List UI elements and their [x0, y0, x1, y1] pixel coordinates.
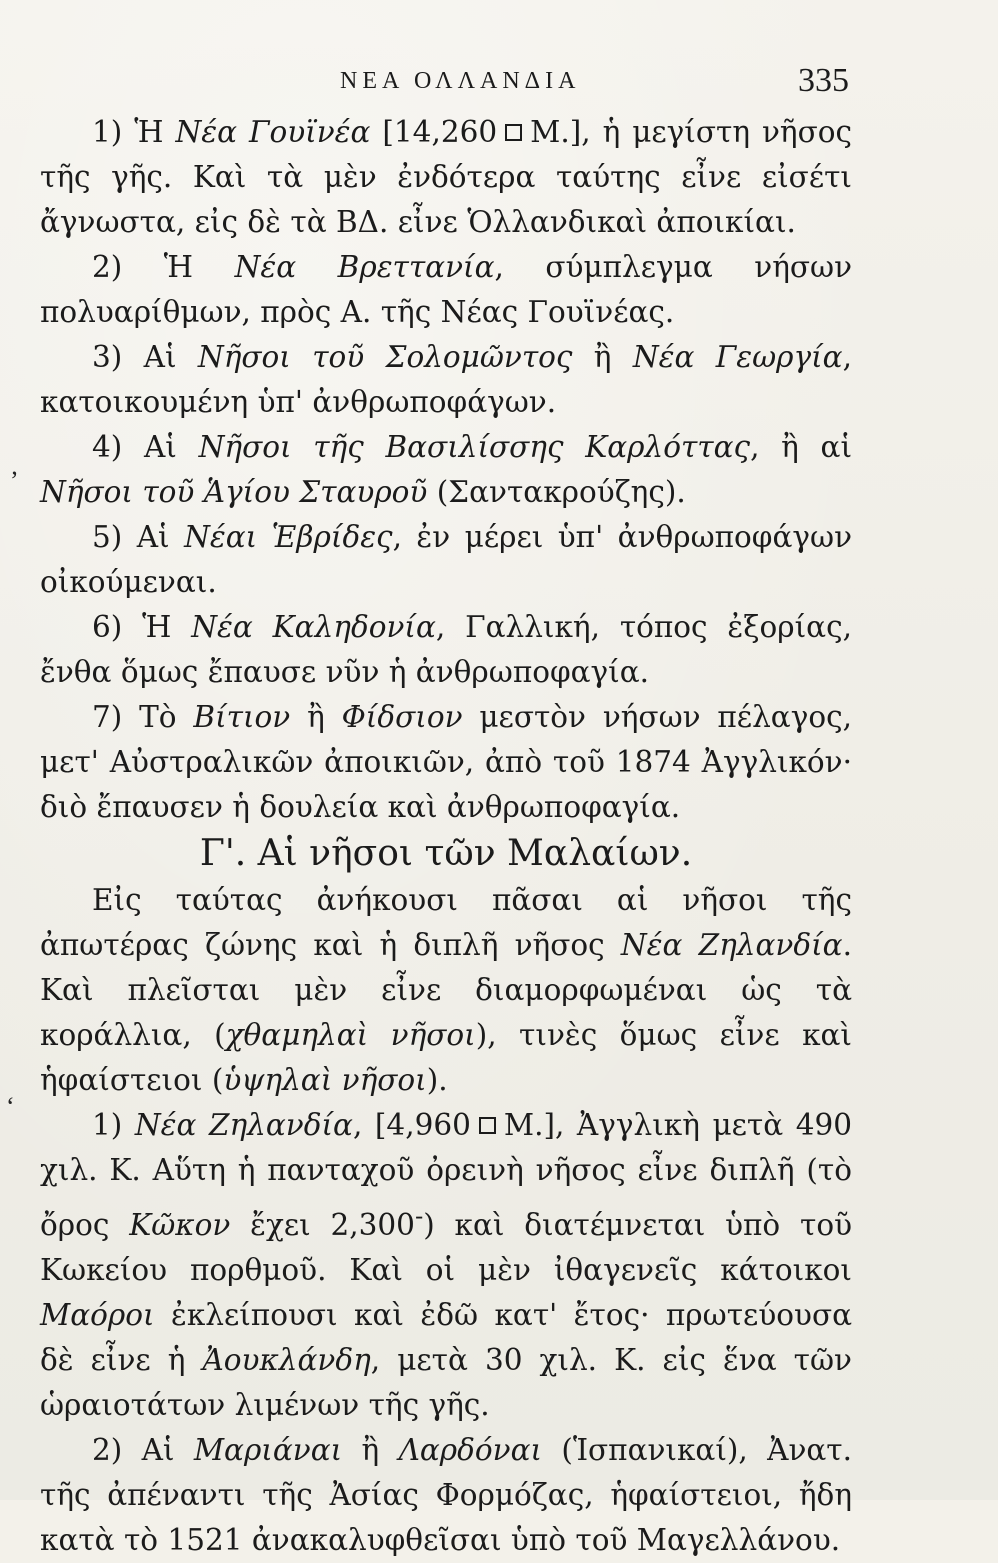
list-item	[40, 245, 852, 335]
area-unit: Μ.]	[503, 1108, 555, 1142]
item-text: ἔχει 2,300	[230, 1207, 415, 1242]
section-heading: Γ'. Αἱ νῆσοι τῶν Μαλαίων.	[199, 833, 693, 874]
item-text: ἐκλείπουσι καὶ ἐδῶ κατ' ἔτος· πρωτεύουσα δὲ εἶνε ἡ	[40, 1297, 852, 1377]
item-number: 7) Τὸ	[92, 700, 194, 734]
square-symbol-icon	[505, 124, 522, 141]
item-text: ἢ	[342, 1432, 399, 1467]
list-item	[40, 110, 852, 245]
place-name: Νέαι Ἑβρίδες	[184, 520, 393, 554]
list-item	[40, 1103, 852, 1428]
place-name: Νῆσοι τῆς Βασιλίσσης Καρλόττας	[198, 430, 751, 464]
item-number: 2) Ἡ	[92, 250, 235, 284]
intro-text: . Καὶ πλεῖσται μὲν εἶνε διαμορφωμέναι ὡς τὰ κοράλλια, (	[40, 928, 852, 1052]
item-number: 1)	[92, 1108, 135, 1142]
footnote-mark: -	[414, 1201, 424, 1230]
item-text: ) καὶ διατέμνεται ὑπὸ τοῦ Κωκείου πορθμοῦ. Καὶ οἱ μὲν ἰθαγενεῖς κάτοικοι	[40, 1207, 853, 1287]
place-name: Νέα Ζηλανδία	[620, 928, 843, 962]
term-italic: χθαμηλαὶ νῆσοι	[225, 1018, 476, 1052]
place-name: Νέα Καληδονία	[191, 610, 436, 644]
term-italic: ὑψηλαὶ νῆσοι	[223, 1063, 427, 1097]
item-number: 4) Αἱ	[92, 430, 199, 464]
item-text: , Γαλλική, τόπος ἐξορίας, ἔνθα ὅμως ἔπαυσε νῦν ἡ ἀνθρωποφαγία.	[40, 610, 852, 689]
page-header	[40, 62, 860, 108]
place-name: Κῶκον	[129, 1207, 231, 1242]
intro-text: Εἰς ταύτας ἀνήκουσι πᾶσαι αἱ νῆσοι τῆς ἀπωτέρας ζώνης καὶ ἡ διπλῆ νῆσος	[40, 883, 852, 962]
item-number: 1) Ἡ	[92, 115, 176, 149]
item-number: 2) Αἱ	[92, 1432, 194, 1467]
square-symbol-icon	[479, 1117, 496, 1134]
item-text: (Σαντακρούζης).	[427, 475, 686, 509]
item-number: 5) Αἱ	[92, 520, 185, 554]
area-value: , [4,960	[352, 1108, 471, 1142]
place-name: Νέα Βρεττανία	[234, 250, 495, 284]
intro-text: ).	[426, 1063, 448, 1097]
list-item	[40, 335, 852, 425]
item-text: , ἡ μεγίστη νῆσος τῆς γῆς. Καὶ τὰ μὲν ἐνδότερα ταύτης εἶνε εἰσέτι ἄγνωστα, εἰς δὲ τὰ ΒΔ. εἶνε Ὁλλανδικαὶ ἀποικίαι.	[40, 115, 852, 239]
area-value: [14,260	[370, 115, 498, 149]
item-number: 6) Ἡ	[92, 610, 192, 644]
running-title: ΝΕΑ ΟΛΛΑΝΔΙΑ	[340, 68, 581, 94]
margin-mark: ʼ	[10, 466, 19, 495]
item-text: ἢ	[290, 700, 342, 734]
section-intro	[40, 878, 852, 1103]
list-item	[40, 1428, 852, 1563]
place-name: Νέα Ζηλανδία	[134, 1108, 353, 1142]
item-text: ἢ	[572, 340, 633, 374]
item-text: (Ἱσπανικαί), Ἀνατ. τῆς ἀπέναντι τῆς Ἀσίας Φορμόζας, ἡφαίστειοι, ἤδη κατὰ τὸ 1521 ἀνακαλυφθεῖσαι ὑπὸ τοῦ Μαγελλάνου.	[40, 1432, 852, 1557]
place-name: Νῆσοι τοῦ Ἁγίου Σταυροῦ	[40, 475, 428, 509]
page-body	[40, 110, 852, 1563]
place-name: Φίδσιον	[341, 700, 463, 734]
place-name: Ἀουκλάνδη	[202, 1342, 371, 1377]
item-text: , ἐν μέρει ὑπ' ἀνθρωποφάγων οἰκούμεναι.	[40, 520, 853, 599]
list-item	[40, 605, 852, 695]
place-name: Βίτιον	[193, 700, 291, 734]
intro-text: ), τινὲς ὅμως εἶνε καὶ ἡφαίστειοι (	[40, 1018, 852, 1097]
item-text: , σύμπλεγμα νήσων πολυαρίθμων, πρὸς Α. τῆς Νέας Γουϊνέας.	[40, 250, 852, 329]
area-unit: Μ.]	[530, 115, 582, 149]
list-item	[40, 695, 852, 830]
place-name: Νέα Γουϊνέα	[175, 115, 371, 149]
page-number: 335	[798, 62, 849, 99]
list-item	[40, 425, 852, 515]
people-name: Μαόροι	[40, 1297, 155, 1332]
item-text: , μετὰ 30 χιλ. Κ. εἰς ἕνα τῶν ὡραιοτάτων λιμένων τῆς γῆς.	[40, 1342, 852, 1422]
item-text: , κατοικουμένη ὑπ' ἀνθρωποφάγων.	[40, 340, 852, 419]
margin-mark: ʻ	[6, 1092, 15, 1121]
place-name: Λαρδόναι	[398, 1432, 543, 1467]
place-name: Νέα Γεωργία	[632, 340, 843, 374]
item-text: μεστὸν νήσων πέλαγος, μετ' Αὐστραλικῶν ἀποικιῶν, ἀπὸ τοῦ 1874 Ἀγγλικόν· διὸ ἔπαυσεν ἡ δουλεία καὶ ἀνθρωποφαγία.	[40, 700, 852, 824]
item-number: 3) Αἱ	[92, 340, 198, 374]
place-name: Μαριάναι	[193, 1432, 343, 1467]
item-text: , Ἀγγλικὴ μετὰ 490 χιλ. Κ. Αὕτη ἡ πανταχοῦ ὀρεινὴ νῆσος εἶνε διπλῆ (τὸ ὄρος	[40, 1108, 853, 1242]
list-item	[40, 515, 852, 605]
place-name: Νῆσοι τοῦ Σολομῶντος	[197, 340, 573, 374]
item-text: , ἢ αἱ	[750, 430, 853, 464]
